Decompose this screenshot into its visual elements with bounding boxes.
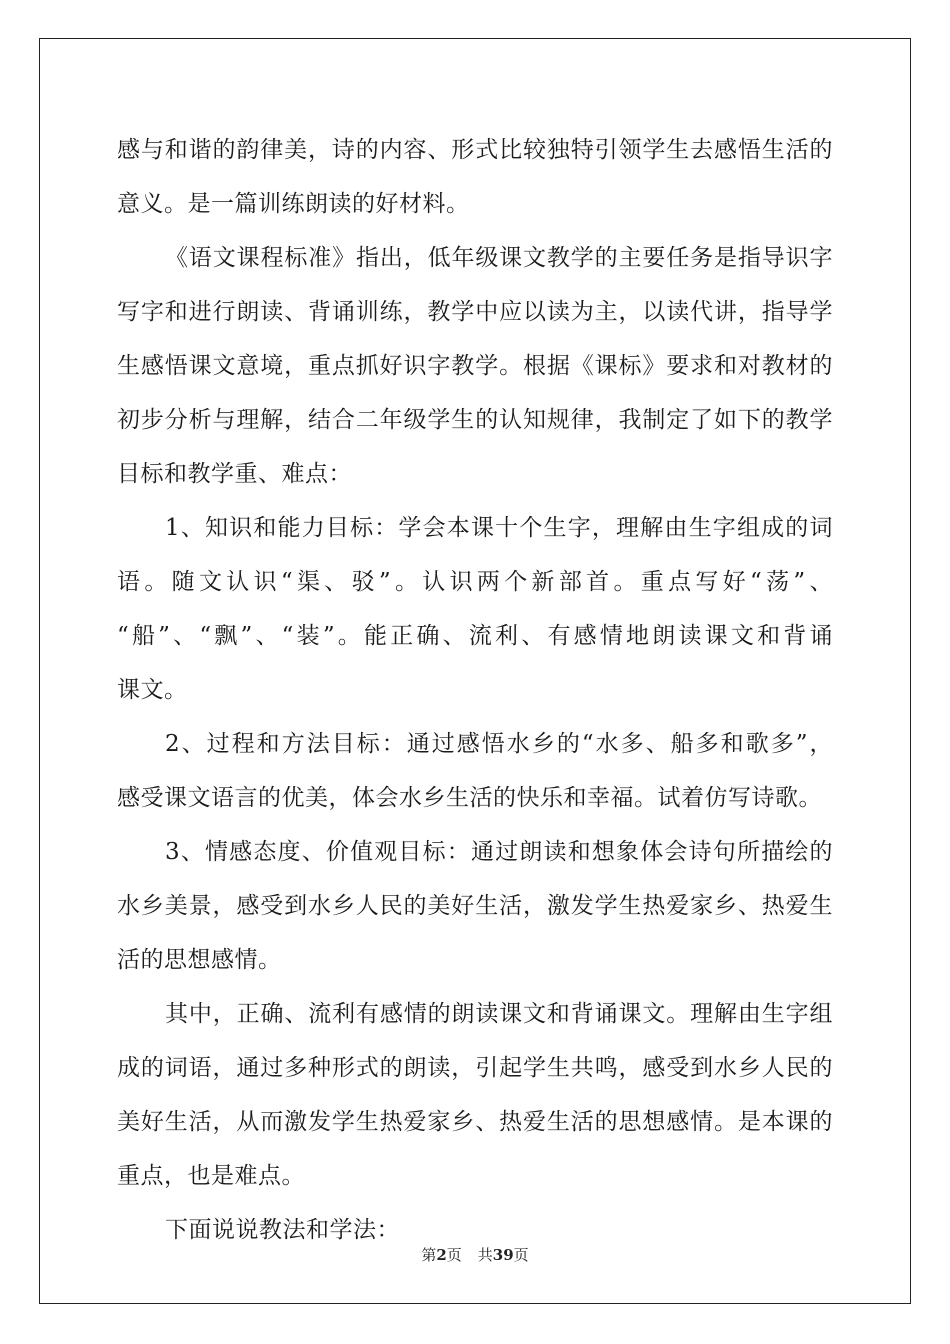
page-prefix: 第 (421, 1246, 437, 1264)
text-line: 1、知识和能力目标：学会本课十个生字，理解由生字组成的词 (165, 515, 833, 541)
total-suffix: 页 (513, 1246, 529, 1264)
total-prefix: 共 (477, 1246, 493, 1264)
text-line: 《语文课程标准》指出，低年级课文教学的主要任务是指导识字 (165, 245, 833, 271)
page-footer (0, 1244, 950, 1265)
text-line: 下面说说教法和学法： (165, 1217, 400, 1243)
text-line: 重点，也是难点。 (117, 1163, 305, 1189)
text-line: 3、情感态度、价值观目标：通过朗读和想象体会诗句所描绘的 (165, 839, 833, 865)
text-line: 生感悟课文意境，重点抓好识字教学。根据《课标》要求和对教材的 (117, 353, 833, 379)
text-line: 水乡美景，感受到水乡人民的美好生活，激发学生热爱家乡、热爱生 (117, 893, 833, 919)
page-number: 2 (436, 1246, 447, 1264)
page-suffix: 页 (446, 1246, 462, 1264)
text-line: 初步分析与理解，结合二年级学生的认知规律，我制定了如下的教学 (117, 407, 833, 433)
text-line: “船”、“飘”、“装”。能正确、流利、有感情地朗读课文和背诵 (117, 623, 833, 649)
text-line: 美好生活，从而激发学生热爱家乡、热爱生活的思想感情。是本课的 (117, 1109, 833, 1135)
text-line: 意义。是一篇训练朗读的好材料。 (117, 191, 470, 217)
text-line: 活的思想感情。 (117, 947, 282, 973)
document-body (117, 127, 833, 1261)
text-line: 其中，正确、流利有感情的朗读课文和背诵课文。理解由生字组 (165, 1001, 833, 1027)
text-line: 2、过程和方法目标：通过感悟水乡的“水多、船多和歌多”， (165, 731, 833, 757)
text-line: 感受课文语言的优美，体会水乡生活的快乐和幸福。试着仿写诗歌。 (117, 785, 822, 811)
text-line: 课文。 (117, 677, 188, 703)
text-line: 成的词语，通过多种形式的朗读，引起学生共鸣，感受到水乡人民的 (117, 1055, 833, 1081)
text-line: 感与和谐的韵律美，诗的内容、形式比较独特引领学生去感悟生活的 (117, 137, 833, 163)
text-line: 写字和进行朗读、背诵训练，教学中应以读为主，以读代讲，指导学 (117, 299, 833, 325)
text-line: 目标和教学重、难点： (117, 461, 352, 487)
text-line: 语。随文认识“渠、驳”。认识两个新部首。重点写好“荡”、 (117, 569, 833, 595)
total-pages: 39 (492, 1246, 514, 1264)
